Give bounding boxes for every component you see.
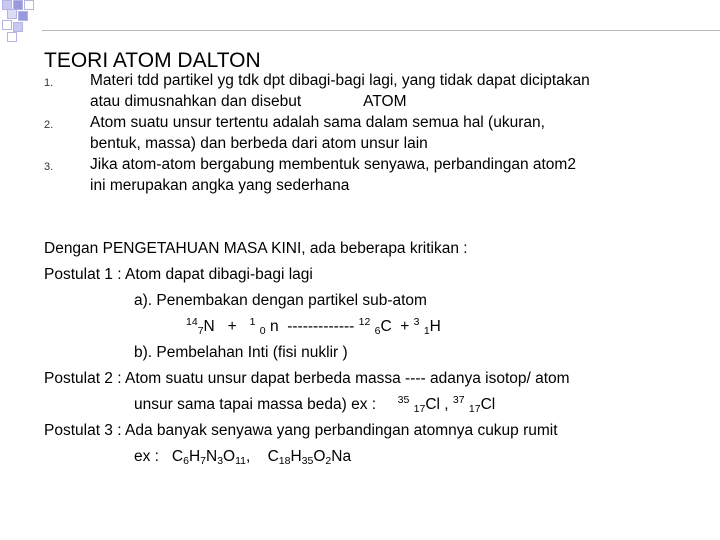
postulat-1: Postulat 1 : Atom dapat dibagi-bagi lagi <box>44 266 313 283</box>
list-item <box>44 112 684 154</box>
postulat-2-continuation: unsur sama tapai massa beda) ex : $^{35}$ $_{17}$Cl , $^{37}$ $_{17}$Cl <box>134 394 496 416</box>
list-number: 2. <box>44 119 54 131</box>
atom-word: ATOM <box>363 93 407 110</box>
criticism-section <box>44 236 704 470</box>
list-item-line: Materi tdd partikel yg tdk dpt dibagi-bagi lagi, yang tidak dapat diciptakan <box>90 72 590 89</box>
list-item-line <box>90 91 684 112</box>
slide-title: TEORI ATOM DALTON <box>44 49 261 72</box>
list-number: 1. <box>44 77 54 89</box>
postulat-3-example: ex : $C_6H_7N_3O_{11}$, $C_{18}H_{35}O_2Na$ <box>134 448 352 468</box>
nuclear-reaction-equation: $^{14}_7$N + $^1$ $_0$ n ------------- $^{12}$ $_6$C + $^3$ $_1$H <box>186 316 441 338</box>
list-item-line: Atom suatu unsur tertentu adalah sama dalam semua hal (ukuran, <box>90 114 545 131</box>
list-item <box>44 70 684 112</box>
postulat-2: Postulat 2 : Atom suatu unsur dapat berbeda massa ---- adanya isotop/ atom <box>44 370 570 387</box>
postulat-3: Postulat 3 : Ada banyak senyawa yang perbandingan atomnya cukup rumit <box>44 422 558 439</box>
list-item-line: bentuk, massa) dan berbeda dari atom unsur lain <box>90 135 428 152</box>
list-number: 3. <box>44 161 54 173</box>
dalton-postulates-list <box>44 70 684 196</box>
list-item-line: Jika atom-atom bergabung membentuk senyawa, perbandingan atom2 <box>90 156 576 173</box>
header-divider <box>42 30 720 31</box>
postulat-1-b: b). Pembelahan Inti (fisi nuklir ) <box>134 344 348 361</box>
list-item-line: ini merupakan angka yang sederhana <box>90 177 350 194</box>
postulat-1-a: a). Penembakan dengan partikel sub-atom <box>134 292 427 309</box>
criticism-intro: Dengan PENGETAHUAN MASA KINI, ada beberapa kritikan : <box>44 240 468 257</box>
list-item <box>44 154 684 196</box>
list-item-text: atau dimusnahkan dan disebut <box>90 93 302 110</box>
